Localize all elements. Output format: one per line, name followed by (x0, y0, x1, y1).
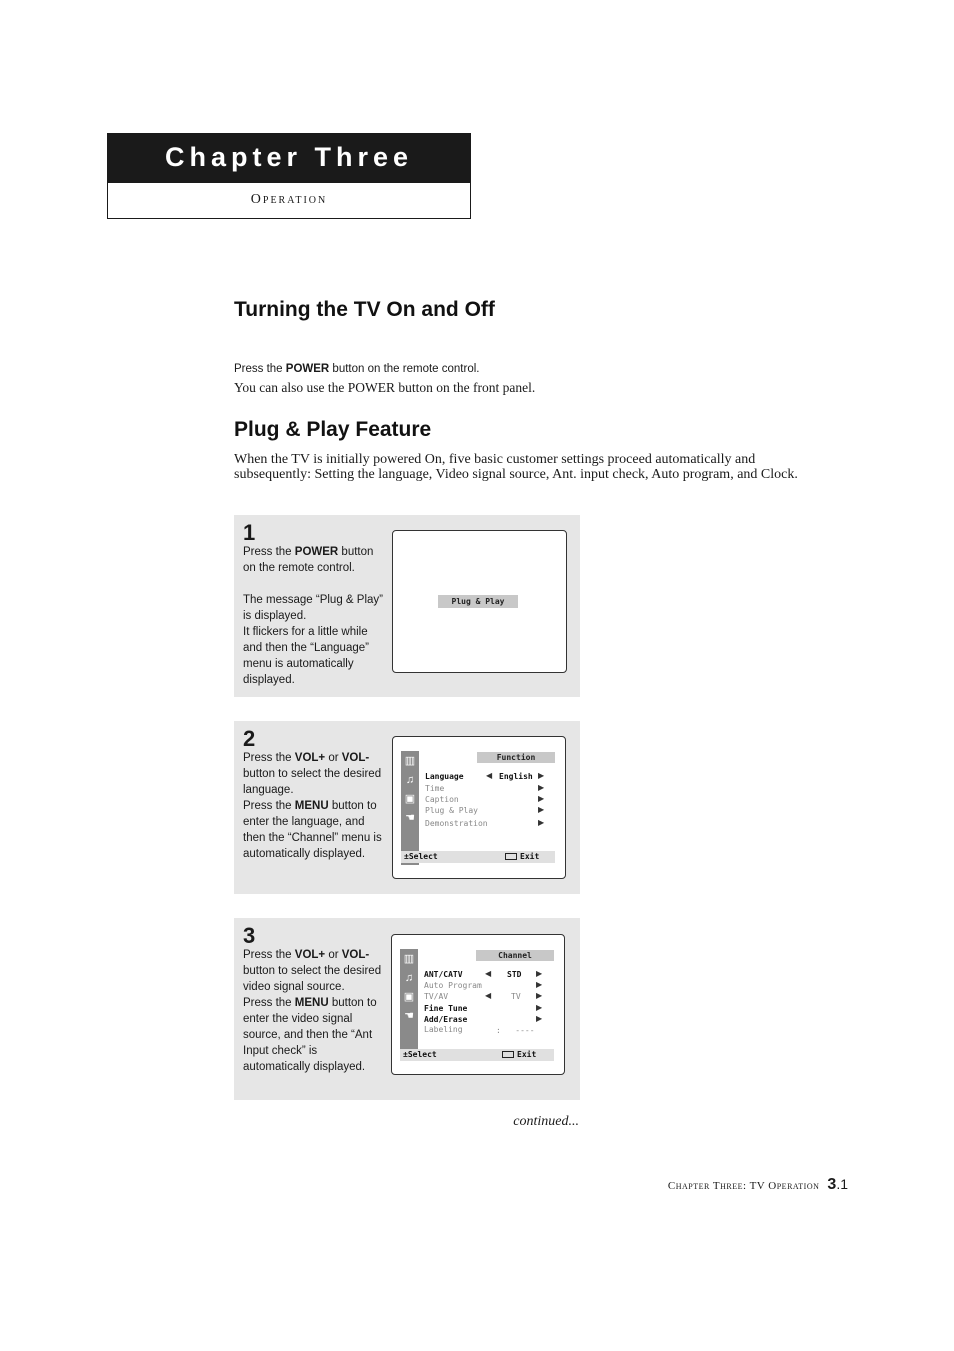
step-number: 1 (243, 520, 256, 545)
tv-screen (391, 934, 565, 1075)
step-3-box (234, 918, 580, 1100)
section-heading-power: Turning the TV On and Off (234, 298, 495, 321)
chapter-subtitle: Operation (250, 192, 328, 207)
page-number: 3 (827, 1176, 837, 1193)
text: button to enter the video signal source, and then the “Ant Input check” is automatically displayed. (243, 997, 377, 1073)
menu-row-add-erase: Add/Erase (424, 1015, 468, 1024)
menu-row-tv-av: TV/AV (424, 992, 449, 1001)
bold-text: VOL+ (294, 949, 326, 961)
left-arrow-icon: ◀ (485, 969, 492, 978)
menu-row-labeling: Labeling (424, 1025, 463, 1034)
bold-text: VOL+ (294, 752, 326, 764)
right-arrow-icon: ▶ (538, 771, 545, 780)
select-hint: ±Select (404, 852, 438, 861)
step-2-box (234, 721, 580, 894)
text: It flickers for a little while and then the “Language” menu is automatically displayed. (243, 626, 369, 686)
sound-icon: ♫ (405, 774, 415, 786)
step-text (243, 750, 385, 862)
sound-icon: ♫ (404, 972, 414, 984)
exit-label: Exit (517, 1050, 537, 1059)
step-text (243, 947, 385, 1075)
right-arrow-icon: ▶ (538, 805, 545, 814)
text: Press the (243, 997, 295, 1009)
chapter-header (107, 133, 471, 219)
bold-text: MENU (294, 997, 329, 1009)
menu-row-fine-tune: Fine Tune (424, 1004, 468, 1013)
menu-row-time: Time (425, 784, 445, 793)
menu-row-value: STD (507, 970, 522, 979)
menu-row-plug-play: Plug & Play (425, 806, 478, 815)
menu-side-icons (401, 751, 419, 865)
text: Press the (243, 800, 295, 812)
text: button on the remote control. (243, 546, 374, 574)
menu-footer (400, 1049, 554, 1061)
text: button on the remote control. (329, 363, 480, 375)
step-text (243, 544, 385, 688)
step-number: 2 (243, 726, 256, 751)
right-arrow-icon: ▶ (536, 980, 543, 989)
menu-button-icon (505, 853, 517, 860)
front-panel-note: You can also use the POWER button on the front panel. (234, 380, 536, 395)
text: or (325, 752, 342, 764)
right-arrow-icon: ▶ (538, 818, 545, 827)
menu-row-language: Language (425, 772, 464, 781)
channel-icon: ▣ (403, 991, 415, 1003)
running-title: Chapter Three: TV Operation (667, 1180, 820, 1192)
text: or (325, 949, 342, 961)
menu-row-auto-program: Auto Program (424, 981, 482, 990)
setup-hand-icon: ☚ (405, 812, 415, 824)
tv-screen (392, 530, 567, 673)
left-arrow-icon: ◀ (486, 771, 493, 780)
text: button to select the desired video signal source. (243, 965, 382, 993)
right-arrow-icon: ▶ (536, 969, 543, 978)
menu-title: Channel (476, 950, 554, 961)
menu-row-value: TV (511, 992, 521, 1001)
page-number-suffix: .1 (836, 1176, 848, 1192)
step-1-box (234, 515, 580, 697)
text: Press the (243, 949, 295, 961)
menu-row-demonstration: Demonstration (425, 819, 488, 828)
bold-text: VOL- (341, 949, 370, 961)
menu-row-value: : ---- (496, 1026, 535, 1035)
chapter-title: Chapter Three (108, 134, 470, 183)
exit-label: Exit (520, 852, 540, 861)
right-arrow-icon: ▶ (536, 1014, 543, 1023)
picture-icon: ▥ (403, 953, 415, 965)
menu-row-caption: Caption (425, 795, 459, 804)
continued-note: continued... (513, 1114, 579, 1129)
text: button to select the desired language. (243, 768, 382, 796)
bold-text: POWER (294, 546, 339, 558)
right-arrow-icon: ▶ (536, 991, 543, 1000)
menu-row-value: English (499, 772, 533, 781)
menu-title: Function (477, 752, 555, 763)
text: Press the (243, 752, 295, 764)
step-number: 3 (243, 923, 256, 948)
text: button to enter the language, and then the “Channel” menu is automatically displayed. (243, 800, 382, 860)
right-arrow-icon: ▶ (538, 794, 545, 803)
right-arrow-icon: ▶ (536, 1003, 543, 1012)
text: The message “Plug & Play” is displayed. (243, 594, 383, 622)
channel-icon: ▣ (404, 793, 416, 805)
menu-button-icon (502, 1051, 514, 1058)
plug-play-banner: Plug & Play (438, 595, 518, 608)
picture-icon: ▥ (404, 755, 416, 767)
tv-screen (392, 736, 566, 879)
select-hint: ±Select (403, 1050, 437, 1059)
select-label: Select (408, 852, 438, 861)
plug-play-intro: When the TV is initially powered On, five basic customer settings proceed automatically and subsequently: Setting the language, Video signal source, Ant. input check, Auto program, and Clock. (234, 452, 798, 482)
section-heading-plug-play: Plug & Play Feature (234, 418, 432, 441)
right-arrow-icon: ▶ (538, 783, 545, 792)
bold-text: VOL- (341, 752, 370, 764)
menu-side-icons (400, 949, 418, 1061)
page-footer (668, 1176, 848, 1194)
menu-row-ant-catv: ANT/CATV (424, 970, 463, 979)
setup-hand-icon: ☚ (404, 1010, 414, 1022)
menu-footer (401, 851, 555, 863)
bold-text: MENU (294, 800, 329, 812)
power-instruction (234, 363, 479, 375)
text: Press the (234, 363, 286, 375)
text: Press the (243, 546, 295, 558)
select-label: Select (407, 1050, 437, 1059)
bold-text: POWER (285, 363, 330, 375)
left-arrow-icon: ◀ (485, 991, 492, 1000)
